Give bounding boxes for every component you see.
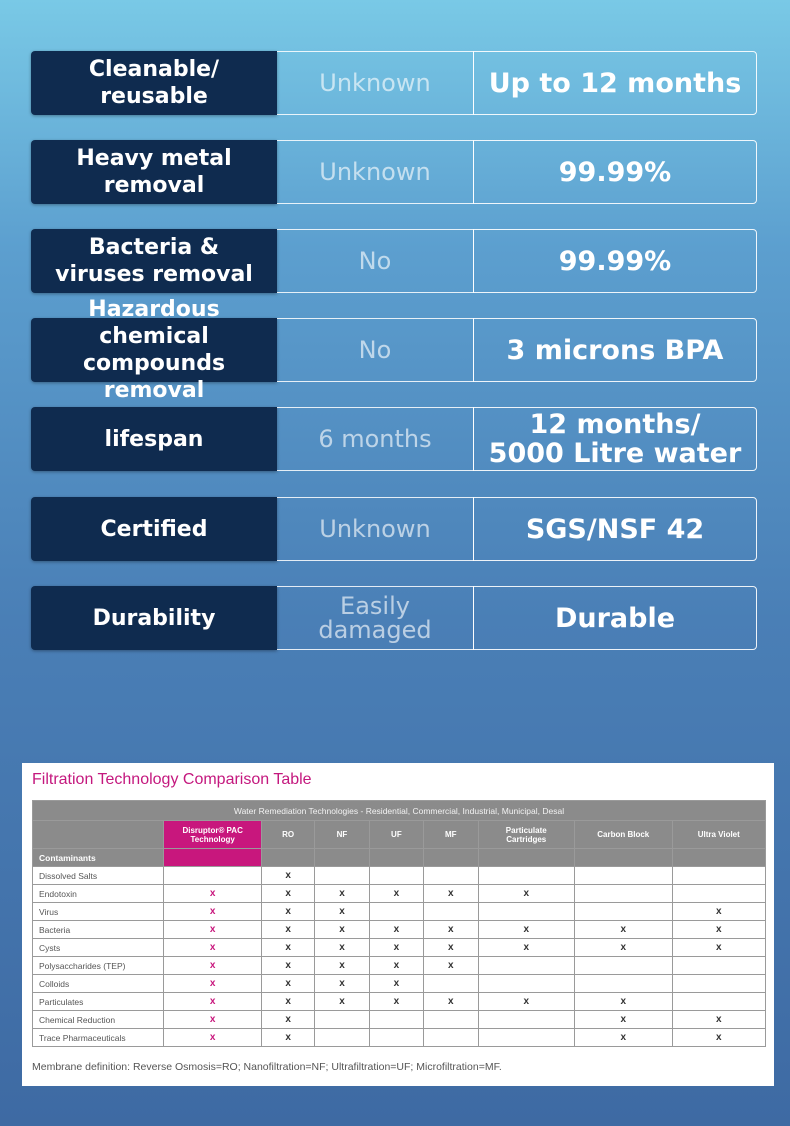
mark-cell bbox=[478, 867, 575, 885]
table-body bbox=[33, 867, 766, 1047]
product-value: 3 microns BPA bbox=[473, 318, 757, 382]
mark-cell: x bbox=[261, 867, 314, 885]
column-header: Disruptor® PAC Technology bbox=[164, 821, 262, 849]
table-row bbox=[33, 1029, 766, 1047]
mark-cell bbox=[478, 975, 575, 993]
mark-cell: x bbox=[672, 903, 765, 921]
mark-cell: x bbox=[315, 939, 369, 957]
mark-cell bbox=[672, 975, 765, 993]
mark-cell bbox=[369, 1011, 423, 1029]
row-label: lifespan bbox=[31, 407, 277, 471]
table-row bbox=[33, 885, 766, 903]
row-label: Bacteria & viruses removal bbox=[31, 229, 277, 293]
comparison-row-heavy-metal bbox=[31, 140, 757, 204]
mark-cell: x bbox=[575, 921, 673, 939]
comparison-row-certified bbox=[31, 497, 757, 561]
header-cell bbox=[261, 849, 314, 867]
mark-cell bbox=[424, 867, 478, 885]
mark-cell: x bbox=[261, 1029, 314, 1047]
header-cell bbox=[369, 849, 423, 867]
product-value: 99.99% bbox=[473, 140, 757, 204]
mark-cell: x bbox=[424, 921, 478, 939]
mark-cell: x bbox=[164, 1011, 262, 1029]
mark-cell: x bbox=[164, 939, 262, 957]
product-value: Up to 12 months bbox=[473, 51, 757, 115]
mark-cell: x bbox=[261, 921, 314, 939]
mark-cell: x bbox=[164, 903, 262, 921]
comparison-row-lifespan bbox=[31, 407, 757, 471]
mark-cell: x bbox=[369, 957, 423, 975]
column-header: Particulate Cartridges bbox=[478, 821, 575, 849]
mark-cell: x bbox=[315, 975, 369, 993]
mark-cell: x bbox=[672, 921, 765, 939]
mark-cell: x bbox=[261, 939, 314, 957]
table-banner: Water Remediation Technologies - Residential, Commercial, Industrial, Municipal, Desal bbox=[33, 801, 766, 821]
mark-cell: x bbox=[261, 993, 314, 1011]
mark-cell: x bbox=[315, 921, 369, 939]
table-row bbox=[33, 957, 766, 975]
mark-cell: x bbox=[575, 1029, 673, 1047]
mark-cell bbox=[672, 957, 765, 975]
mark-cell bbox=[672, 993, 765, 1011]
mark-cell: x bbox=[261, 975, 314, 993]
competitor-value: Unknown bbox=[277, 51, 474, 115]
contaminant-name: Colloids bbox=[33, 975, 164, 993]
table-header-row bbox=[33, 821, 766, 849]
mark-cell: x bbox=[369, 921, 423, 939]
competitor-value: Unknown bbox=[277, 140, 474, 204]
mark-cell: x bbox=[424, 939, 478, 957]
competitor-value: No bbox=[277, 318, 474, 382]
table-row bbox=[33, 975, 766, 993]
mark-cell bbox=[424, 903, 478, 921]
row-label: Heavy metal removal bbox=[31, 140, 277, 204]
table-row bbox=[33, 939, 766, 957]
mark-cell: x bbox=[164, 921, 262, 939]
contaminant-name: Virus bbox=[33, 903, 164, 921]
mark-cell: x bbox=[672, 939, 765, 957]
column-header: Carbon Block bbox=[575, 821, 673, 849]
mark-cell bbox=[575, 957, 673, 975]
mark-cell: x bbox=[164, 1029, 262, 1047]
contaminants-header-row bbox=[33, 849, 766, 867]
competitor-value: Unknown bbox=[277, 497, 474, 561]
table-title: Filtration Technology Comparison Table bbox=[32, 771, 312, 788]
table-row bbox=[33, 867, 766, 885]
table-row bbox=[33, 903, 766, 921]
mark-cell: x bbox=[315, 957, 369, 975]
mark-cell bbox=[672, 885, 765, 903]
contaminants-label: Contaminants bbox=[33, 849, 164, 867]
column-header: Ultra Violet bbox=[672, 821, 765, 849]
contaminant-name: Dissolved Salts bbox=[33, 867, 164, 885]
mark-cell: x bbox=[478, 939, 575, 957]
mark-cell: x bbox=[369, 939, 423, 957]
header-cell bbox=[164, 849, 262, 867]
product-value: Durable bbox=[473, 586, 757, 650]
contaminant-name: Endotoxin bbox=[33, 885, 164, 903]
competitor-value: 6 months bbox=[277, 407, 474, 471]
mark-cell: x bbox=[672, 1011, 765, 1029]
competitor-value: No bbox=[277, 229, 474, 293]
mark-cell bbox=[478, 957, 575, 975]
table-row bbox=[33, 1011, 766, 1029]
mark-cell: x bbox=[315, 993, 369, 1011]
mark-cell bbox=[164, 867, 262, 885]
table-row bbox=[33, 993, 766, 1011]
mark-cell: x bbox=[424, 993, 478, 1011]
header-blank bbox=[33, 821, 164, 849]
header-cell bbox=[315, 849, 369, 867]
mark-cell bbox=[478, 1029, 575, 1047]
contaminant-name: Cysts bbox=[33, 939, 164, 957]
table-footnote: Membrane definition: Reverse Osmosis=RO; Nanofiltration=NF; Ultrafiltration=UF; Microfiltration=MF. bbox=[32, 1061, 502, 1073]
mark-cell: x bbox=[315, 885, 369, 903]
mark-cell: x bbox=[478, 885, 575, 903]
mark-cell bbox=[478, 903, 575, 921]
mark-cell: x bbox=[261, 957, 314, 975]
mark-cell: x bbox=[575, 1011, 673, 1029]
mark-cell: x bbox=[261, 903, 314, 921]
mark-cell bbox=[575, 903, 673, 921]
header-cell bbox=[672, 849, 765, 867]
product-value: SGS/NSF 42 bbox=[473, 497, 757, 561]
table-row bbox=[33, 921, 766, 939]
mark-cell: x bbox=[164, 885, 262, 903]
column-header: MF bbox=[424, 821, 478, 849]
mark-cell bbox=[424, 975, 478, 993]
row-label: Certified bbox=[31, 497, 277, 561]
column-header: NF bbox=[315, 821, 369, 849]
comparison-row-cleanable bbox=[31, 51, 757, 115]
contaminant-name: Chemical Reduction bbox=[33, 1011, 164, 1029]
mark-cell bbox=[424, 1029, 478, 1047]
mark-cell bbox=[672, 867, 765, 885]
product-value: 12 months/ 5000 Litre water bbox=[473, 407, 757, 471]
contaminant-name: Trace Pharmaceuticals bbox=[33, 1029, 164, 1047]
row-label: Durability bbox=[31, 586, 277, 650]
contaminant-name: Bacteria bbox=[33, 921, 164, 939]
contaminant-name: Particulates bbox=[33, 993, 164, 1011]
comparison-row-bacteria bbox=[31, 229, 757, 293]
mark-cell bbox=[575, 975, 673, 993]
comparison-row-durability bbox=[31, 586, 757, 650]
mark-cell: x bbox=[575, 993, 673, 1011]
mark-cell: x bbox=[164, 957, 262, 975]
mark-cell bbox=[478, 1011, 575, 1029]
filtration-table-card bbox=[22, 763, 774, 1086]
mark-cell: x bbox=[315, 903, 369, 921]
mark-cell bbox=[575, 885, 673, 903]
product-value: 99.99% bbox=[473, 229, 757, 293]
row-label: Cleanable/ reusable bbox=[31, 51, 277, 115]
competitor-value: Easily damaged bbox=[277, 586, 474, 650]
column-header: UF bbox=[369, 821, 423, 849]
mark-cell: x bbox=[261, 885, 314, 903]
row-label: Hazardous chemical compounds removal bbox=[31, 318, 277, 382]
mark-cell: x bbox=[424, 885, 478, 903]
header-cell bbox=[575, 849, 673, 867]
mark-cell: x bbox=[478, 993, 575, 1011]
mark-cell bbox=[369, 903, 423, 921]
mark-cell bbox=[424, 1011, 478, 1029]
contaminant-name: Polysaccharides (TEP) bbox=[33, 957, 164, 975]
column-header: RO bbox=[261, 821, 314, 849]
header-cell bbox=[478, 849, 575, 867]
filtration-comparison-table bbox=[32, 800, 766, 1047]
mark-cell: x bbox=[672, 1029, 765, 1047]
mark-cell: x bbox=[424, 957, 478, 975]
mark-cell bbox=[369, 867, 423, 885]
mark-cell: x bbox=[369, 975, 423, 993]
table-banner-row bbox=[33, 801, 766, 821]
mark-cell: x bbox=[164, 993, 262, 1011]
mark-cell bbox=[575, 867, 673, 885]
mark-cell: x bbox=[478, 921, 575, 939]
mark-cell: x bbox=[575, 939, 673, 957]
header-cell bbox=[424, 849, 478, 867]
mark-cell bbox=[369, 1029, 423, 1047]
mark-cell: x bbox=[261, 1011, 314, 1029]
mark-cell bbox=[315, 867, 369, 885]
comparison-row-hazardous bbox=[31, 297, 757, 403]
mark-cell: x bbox=[164, 975, 262, 993]
mark-cell: x bbox=[369, 993, 423, 1011]
mark-cell: x bbox=[369, 885, 423, 903]
mark-cell bbox=[315, 1011, 369, 1029]
mark-cell bbox=[315, 1029, 369, 1047]
